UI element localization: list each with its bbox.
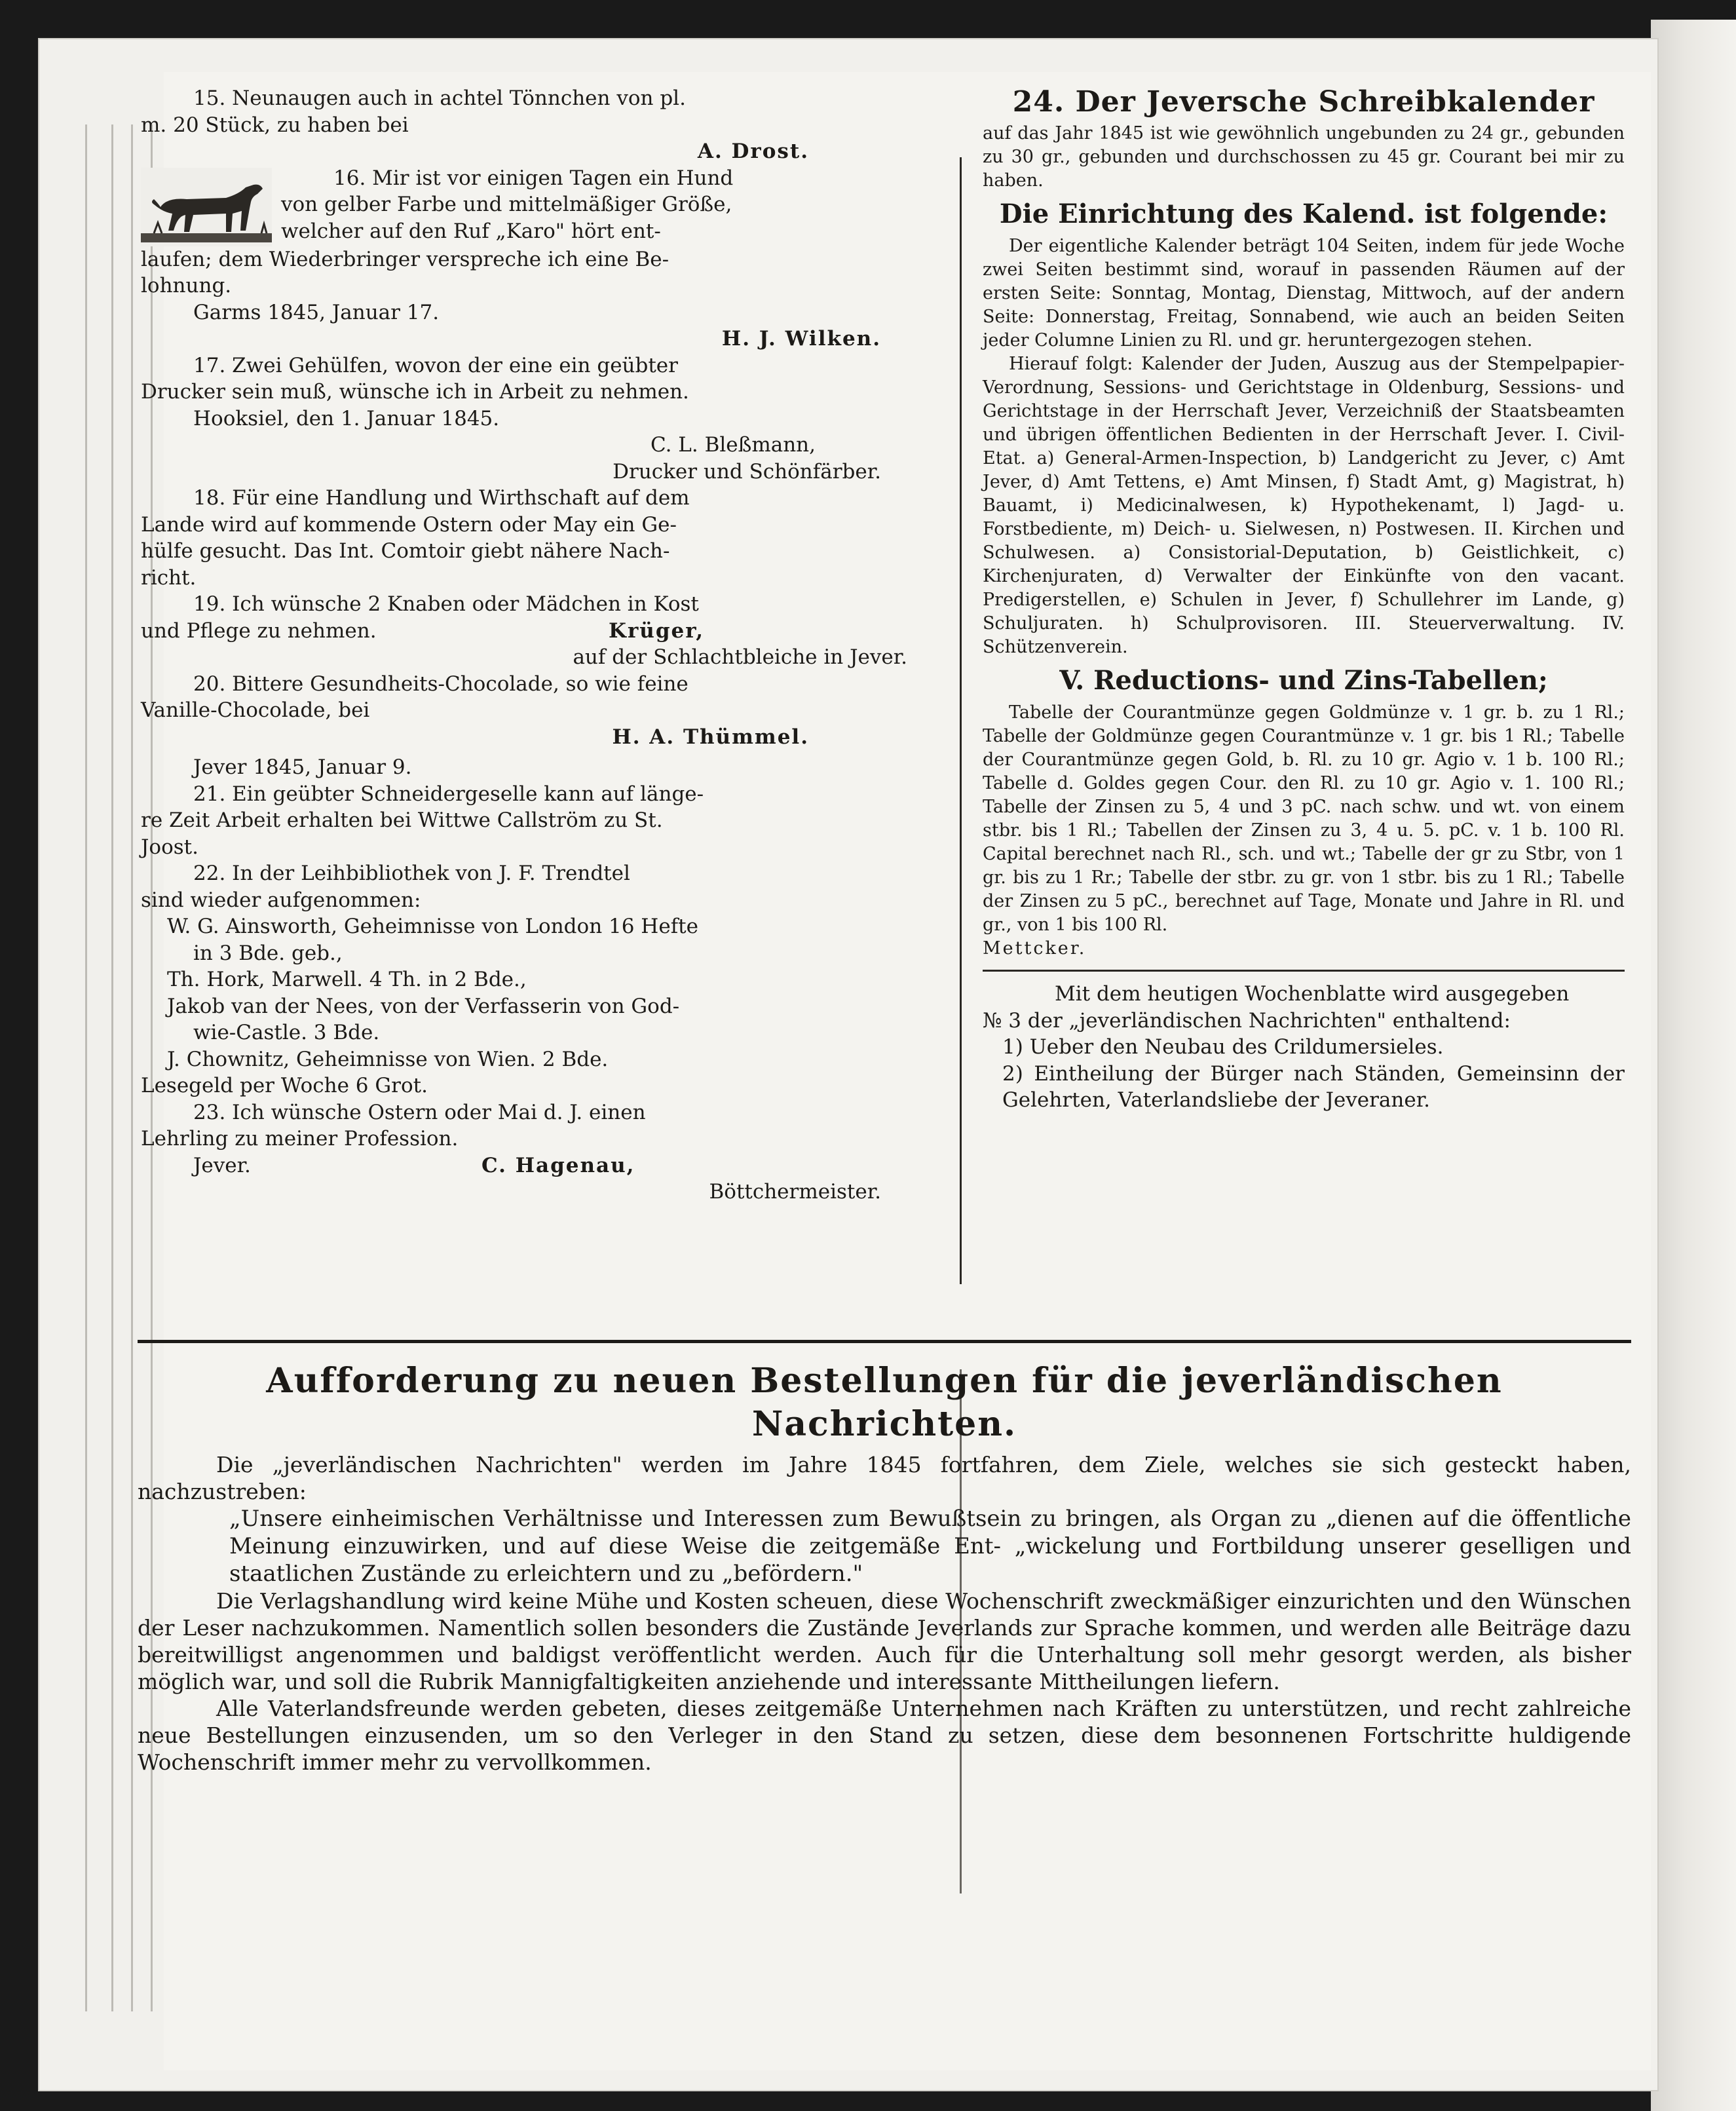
advertiser-name: H. J. Wilken. [721, 327, 881, 351]
subscription-paragraph: Die „jeverländischen Nachrichten" werden im Jahre 1845 fortfahren, dem Ziele, welches sie sich gesteckt haben, nachzustreben: [138, 1452, 1631, 1504]
left-column [141, 85, 920, 1206]
calendar-intro: auf das Jahr 1845 ist wie gewöhnlich ungebunden zu 24 gr., gebunden zu 30 gr., gebunden und durchschossen zu 45 gr. Courant bei mir zu haben. [983, 123, 1625, 191]
ad-21 [141, 781, 920, 861]
calendar-paragraph: Der eigentliche Kalender beträgt 104 Seiten, indem für jede Woche zwei Seiten bestimmt sind, worauf in passenden Räumen auf der ersten Seite: Sonntag, Montag, Dienstag, Mittwoch, auf der andern Seite: Donnerstag, Freitag, Sonnabend, wie auch an beiden Seiten jeder Columne Linien zu Rl. und gr. heruntergezogen stehen. [983, 236, 1625, 351]
ad-place-date: Jever 1845, Januar 9. [193, 755, 412, 779]
subscription-heading: Aufforderung zu neuen Bestellungen für die jeverländischen Nachrichten. [266, 1361, 1503, 1444]
ad-15 [141, 85, 920, 165]
ad-line: hülfe gesucht. Das Int. Comtoir giebt nähere Nach- [141, 539, 670, 563]
ad-place-date: Hooksiel, den 1. Januar 1845. [193, 406, 500, 430]
ad-line: 19. Ich wünsche 2 Knaben oder Mädchen in Kost [193, 592, 699, 616]
ad-17 [141, 352, 920, 485]
ad-line: 17. Zwei Gehülfen, wovon der eine ein geübter [193, 353, 678, 377]
ad-line: Vanille-Chocolade, bei [141, 698, 370, 722]
ad-line: 18. Für eine Handlung und Wirthschaft auf dem [193, 486, 690, 510]
ad-line: re Zeit Arbeit erhalten bei Wittwe Callström zu St. [141, 808, 663, 832]
page-edge-line [85, 124, 87, 2011]
ad-line: 22. In der Leihbibliothek von J. F. Trendtel [193, 862, 630, 885]
notice-item: 2) Eintheilung der Bürger nach Ständen, Gemeinsinn der Gelehrten, Vaterlandsliebe der Jeveraner. [1002, 1061, 1625, 1112]
advertiser-name: Krüger, [609, 618, 705, 643]
ad-place-date: Garms 1845, Januar 17. [193, 300, 440, 324]
calendar-heading: 24. Der Jeversche Schreibkalender [1012, 85, 1595, 119]
calendar-tables-list: Tabelle der Courantmünze gegen Goldmünze v. 1 gr. b. zu 1 Rl.; Tabelle der Goldmünze gegen Courantmünze v. 1 gr. bis 1 Rl.; Tabelle der Courantmünze gegen Gold, b. Rl. zu 10 gr. Agio v. 1 b. 100 Rl.; Tabelle d. Goldes gegen Cour. den Rl. zu 10 gr. Agio v. 1. 100 Rl.; Tabelle der Zinsen zu 5, 4 und 3 pC. nach schw. und wt. von einem stbr. bis 1 Rl.; Tabellen der Zinsen zu 3, 4 u. 5. pC. v. 1 b. 100 Rl. Capital berechnet nach Rl., sch. und wt.; Tabelle der gr zu Stbr, von 1 gr. bis zu 1 Rr.; Tabelle der stbr. zu gr. von 1 stbr. bis zu 1 Rl.; Tabelle der Zinsen zu 5 pC., berechnet auf Tage, Monate und Jahre in Rl. und gr., von 1 bis 100 Rl. [983, 702, 1625, 935]
book-entry: Jakob van der Nees, von der Verfasserin von God- [167, 994, 680, 1018]
subscription-notice [138, 1360, 1631, 1776]
ad-19 [141, 591, 920, 671]
advertiser-title: Böttchermeister. [709, 1180, 881, 1204]
subscription-paragraph: Die Verlagshandlung wird keine Mühe und Kosten scheuen, diese Wochenschrift zweckmäßiger einzurichten und den Wünschen der Leser nachzukommen. Namentlich sollen besonders die Zustände Jeverlands zur Sprache kommen, und werden alle Beiträge dazu bereitwilligst angenommen und baldigst veröffentlicht werden. Auch für die Unterhaltung soll mehr gesorgt werden, als bisher möglich war, und soll die Rubrik Mannigfaltigkeiten anziehende und interessante Mittheilungen liefern. [138, 1588, 1631, 1694]
ad-line: laufen; dem Wiederbringer verspreche ich eine Be- [141, 247, 670, 271]
book-entry: Lesegeld per Woche 6 Grot. [141, 1074, 428, 1097]
ad-16 [141, 165, 920, 352]
advertiser-title: Drucker und Schönfärber. [613, 459, 881, 484]
calendar-signature: Mettcker. [983, 938, 1087, 959]
ad-line: sind wieder aufgenommen: [141, 888, 421, 912]
ad-place: auf der Schlachtbleiche in Jever. [573, 645, 907, 669]
subscription-quote: „Unsere einheimischen Verhältnisse und Interessen zum Bewußtsein zu bringen, als Organ zu „dienen auf die öffentliche Meinung einzuwirken, und auf diese Weise die zeitgemäße Ent- „wickelung und Fortbildung unserer geselligen und staatlichen Zustände zu erleichtern und zu „befördern." [229, 1506, 1631, 1587]
ad-signature-line [141, 1152, 920, 1179]
ad-22 [141, 860, 920, 1099]
subscription-paragraph: Alle Vaterlandsfreunde werden gebeten, dieses zeitgemäße Unternehmen nach Kräften zu unterstützen, und recht zahlreiche neue Bestellungen einzusenden, um so den Verleger in den Stand zu setzen, diese dem besonnenen Fortschritte huldigende Wochenschrift immer mehr zu vervollkommen. [138, 1696, 1631, 1775]
calendar-contents: Hierauf folgt: Kalender der Juden, Auszug aus der Stempelpapier-Verordnung, Sessions- und Gerichtstage in Oldenburg, Sessions- und Gerichtstage in der Herrschaft Jever, Verzeichniß der Staatsbeamten und übrigen öffentlichen Bedienten in der Herrschaft Jever. I. Civil-Etat. a) General-Armen-Inspection, b) Landgericht zu Jever, c) Amt Jever, d) Amt Tettens, e) Amt Minsen, f) Stadt Amt, g) Magistrat, h) Bauamt, i) Medicinalwesen, k) Hypothekenamt, l) Jagd- u. Forstbediente, m) Deich- u. Sielwesen, n) Postwesen. II. Kirchen und Schulwesen. a) Consistorial-Deputation, b) Geistlichkeit, c) Kirchenjuraten, d) Verwalter der Einkünfte von den vacant. Predigerstellen, e) Schulen in Jever, f) Schullehrer im Lande, g) Schuljuraten. h) Schulprovisoren. III. Steuerverwaltung. IV. Schützenverein. [983, 354, 1625, 657]
book-entry: in 3 Bde. geb., [193, 941, 343, 965]
dog-illustration [141, 168, 272, 246]
ad-line: lohnung. [141, 274, 232, 297]
page-edge-line [131, 124, 133, 2011]
calendar-subheading: Die Einrichtung des Kalend. ist folgende: [999, 199, 1608, 229]
ad-23 [141, 1099, 920, 1206]
scan-background-edge [1651, 20, 1736, 2111]
ad-line: richt. [141, 565, 197, 590]
advertiser-name: H. A. Thümmel. [612, 725, 809, 749]
book-entry: W. G. Ainsworth, Geheimnisse von London 16 Hefte [167, 915, 698, 938]
ad-line: m. 20 Stück, zu haben bei [141, 113, 409, 137]
ad-line: 21. Ein geübter Schneidergeselle kann auf länge- [193, 782, 704, 806]
notice-line: № 3 der „jeverländischen Nachrichten" enthaltend: [983, 1008, 1511, 1033]
dog-icon [141, 168, 272, 246]
ad-line: Lehrling zu meiner Profession. [141, 1127, 459, 1151]
column-divider [960, 157, 962, 1284]
advertiser-name: C. Hagenau, [481, 1153, 635, 1177]
page-edge-line [111, 124, 113, 2011]
full-width-rule [138, 1340, 1631, 1343]
ad-line: 15. Neunaugen auch in achtel Tönnchen von pl. [193, 86, 686, 110]
ad-20 [141, 671, 920, 781]
calendar-subheading-tables: V. Reductions- und Zins-Tabellen; [1059, 665, 1548, 696]
advertiser-name: C. L. Bleßmann, [650, 433, 816, 457]
ad-line: Drucker sein muß, wünsche ich in Arbeit zu nehmen. [141, 380, 689, 404]
advertiser-name: A. Drost. [697, 140, 809, 163]
ad-line: 20. Bittere Gesundheits-Chocolade, so wie feine [193, 672, 689, 696]
right-column [983, 85, 1625, 1114]
ad-line: 23. Ich wünsche Ostern oder Mai d. J. einen [193, 1100, 646, 1124]
ad-18 [141, 485, 920, 591]
ad-line: Lande wird auf kommende Ostern oder May ein Ge- [141, 512, 677, 537]
ad-line: Joost. [141, 835, 198, 859]
section-rule [983, 970, 1625, 972]
book-entry: J. Chownitz, Geheimnisse von Wien. 2 Bde. [167, 1047, 609, 1071]
notice-intro: Mit dem heutigen Wochenblatte wird ausgegeben [1055, 982, 1570, 1006]
ad-place: Jever. [193, 1153, 251, 1177]
ad-line: welcher auf den Ruf „Karo" hört ent- [281, 219, 661, 243]
book-entry: Th. Hork, Marwell. 4 Th. in 2 Bde., [167, 968, 527, 991]
ad-line: von gelber Farbe und mittelmäßiger Größe, [281, 193, 732, 216]
ad-line: und Pflege zu nehmen. [141, 618, 377, 643]
book-entry: wie-Castle. 3 Bde. [193, 1021, 380, 1044]
notice-item: 1) Ueber den Neubau des Crildumersieles. [1002, 1035, 1444, 1059]
ad-line: 16. Mir ist vor einigen Tagen ein Hund [333, 166, 734, 190]
